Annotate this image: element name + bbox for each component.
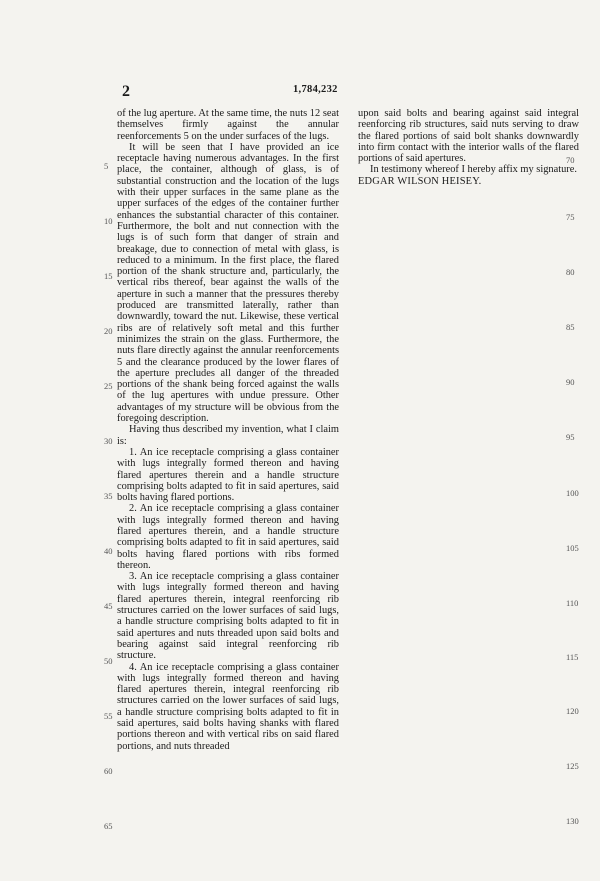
claim-3: 3. An ice receptacle comprising a glass container with lugs integrally formed thereon and having flared apertures therein, integral reenforcing rib structures carried on the lower surfaces of said lugs, a handle structure comprising bolts adapted to fit in said apertures and nuts threaded upon said bolts and bearing against said integral reenforcing rib structure.	[117, 571, 339, 662]
line-number: 125	[566, 761, 579, 771]
line-number: 10	[104, 216, 113, 226]
paragraph: It will be seen that I have provided an ice receptacle having numerous advantages. In the first place, the container, although of glass, is of substantial construction and the location of the lugs with their upper surfaces in the same plane as the upper surfaces of the edges of the container further enhances the substantial character of this container. Furthermore, the bolt and nut connection with the lugs is of such form that danger of strain and breakage, due to connection of metal with glass, is reduced to a minimum. In the first place, the flared portion of the shank structure and, particularly, the vertical ribs thereof, bear against the walls of the aperture in such a manner that the pressures thereby produced are transmitted laterally, rather than downwardly, toward the nut. Likewise, these vertical ribs are of relatively soft metal and this further minimizes the strain on the glass. Furthermore, the nuts flare directly against the annular reenforcements 5 and the clearance produced by the lower flares of the aperture precludes all danger of the threaded portions of the shank being forced against the walls of the lug apertures with undue pressure. Other advantages of my structure will be obvious from the foregoing description.	[117, 141, 339, 425]
line-number: 35	[104, 491, 113, 501]
line-number: 5	[104, 161, 109, 171]
line-number: 75	[566, 212, 575, 222]
line-number: 80	[566, 267, 575, 277]
testimony: In testimony whereof I hereby affix my signature.	[370, 164, 577, 176]
line-number: 15	[104, 271, 113, 281]
line-number: 110	[566, 598, 579, 608]
right-column	[358, 108, 579, 187]
signature: EDGAR WILSON HEISEY.	[358, 175, 482, 187]
line-number: 25	[104, 381, 113, 391]
page-number: 2	[122, 83, 130, 100]
paragraph: of the lug aperture. At the same time, the nuts 12 seat themselves firmly against the annular reenforcements 5 on the under surfaces of the lugs.	[117, 108, 339, 142]
claim-4: 4. An ice receptacle comprising a glass container with lugs integrally formed thereon and having flared apertures therein, integral reenforcing rib structures carried on the lower surfaces of said lugs, a handle structure comprising bolts adapted to fit in said apertures, said bolts having shanks with flared portions thereon and with vertical ribs on said flared portions, and nuts threaded	[117, 661, 339, 752]
line-number: 20	[104, 326, 113, 336]
line-number: 60	[104, 766, 113, 776]
paragraph: upon said bolts and bearing against said integral reenforcing rib structures, said nuts serving to draw the flared portions of said bolt shanks downwardly into firm contact with the interior walls of the flared portions of said apertures.	[358, 108, 579, 165]
claims-intro: Having thus described my invention, what I claim is:	[117, 424, 339, 447]
line-number: 130	[566, 816, 579, 826]
line-number: 90	[566, 377, 575, 387]
line-number: 95	[566, 432, 575, 442]
line-number: 30	[104, 436, 113, 446]
line-number: 55	[104, 711, 113, 721]
line-number: 105	[566, 543, 579, 553]
line-number: 85	[566, 322, 575, 332]
line-number: 45	[104, 601, 113, 611]
line-number: 120	[566, 706, 579, 716]
line-number: 115	[566, 652, 579, 662]
claim-1: 1. An ice receptacle comprising a glass container with lugs integrally formed thereon and having flared apertures therein and a handle structure comprising bolts adapted to fit in said apertures, said bolts having flared portions.	[117, 446, 339, 504]
patent-number: 1,784,232	[293, 84, 338, 95]
line-number: 65	[104, 821, 113, 831]
left-column	[117, 108, 339, 752]
line-number: 100	[566, 488, 579, 498]
line-number: 50	[104, 656, 113, 666]
line-number: 40	[104, 546, 113, 556]
claim-2: 2. An ice receptacle comprising a glass container with lugs integrally formed thereon and having flared apertures therein, and a handle structure comprising bolts adapted to fit in said apertures, said bolts having flared portions with ribs formed thereon.	[117, 503, 339, 571]
line-number: 70	[566, 155, 575, 165]
